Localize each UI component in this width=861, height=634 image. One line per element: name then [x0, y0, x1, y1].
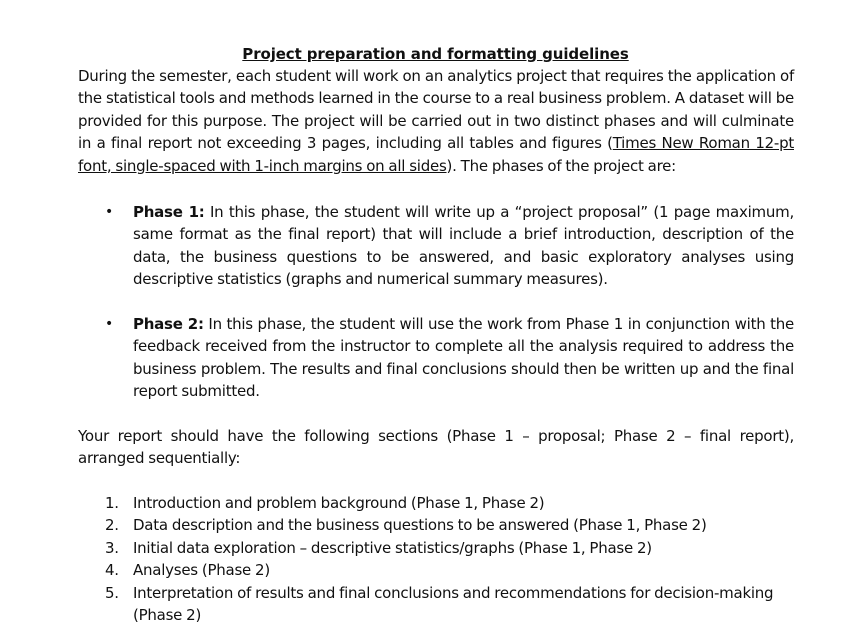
phase-label: Phase 2:	[133, 315, 204, 334]
section-item	[78, 582, 794, 627]
section-text: Analyses (Phase 2)	[133, 561, 270, 580]
document-title: Project preparation and formatting guidelines	[242, 45, 629, 63]
section-number: 5.	[105, 583, 119, 602]
section-text: Data description and the business questions to be answered (Phase 1, Phase 2)	[133, 516, 707, 535]
sections-intro: Your report should have the following sections (Phase 1 – proposal; Phase 2 – final report), arranged sequentially:	[78, 427, 794, 468]
sections-list	[78, 492, 794, 626]
phase-text: In this phase, the student will write up a “project proposal” (1 page maximum, same format as the final report) that will include a brief introduction, description of the data, the business questions to be answered, and basic exploratory analyses using descriptive statistics (graphs and numerical summary measures).	[133, 203, 795, 289]
section-item	[78, 537, 794, 559]
phase-item	[78, 313, 794, 403]
section-item	[78, 559, 794, 581]
section-item	[78, 514, 794, 536]
intro-paragraph	[78, 65, 794, 177]
bullet-icon: •	[105, 316, 114, 333]
section-text: Introduction and problem background (Phase 1, Phase 2)	[133, 494, 545, 512]
phase-item	[78, 201, 794, 291]
section-number: 3.	[105, 538, 119, 557]
section-number: 2.	[105, 516, 119, 535]
section-text: Interpretation of results and final conclusions and recommendations for decision-making (Phase 2)	[133, 583, 774, 625]
formatting-requirements: Times New Roman 12-pt font, single-spaced with 1-inch margins on all sides	[78, 134, 794, 175]
phase-list	[78, 201, 794, 403]
phase-label: Phase 1:	[133, 203, 205, 221]
section-number: 4.	[105, 561, 119, 580]
intro-text-before: During the semester, each student will work on an analytics project that requires the application of the statistical tools and methods learned in the course to a real business problem. A dataset will be provided for this purpose. The project will be carried out in two distinct phases and will culminate in a final report not exceeding 3 pages, including all tables and figures (	[78, 67, 794, 153]
phase-text: In this phase, the student will use the work from Phase 1 in conjunction with the feedback received from the instructor to complete all the analysis required to address the business problem. The results and final conclusions should then be written up and the final report submitted.	[133, 315, 794, 401]
section-text: Initial data exploration – descriptive statistics/graphs (Phase 1, Phase 2)	[133, 538, 652, 557]
intro-text-after: ). The phases of the project are:	[446, 156, 676, 175]
section-number: 1.	[105, 494, 119, 512]
bullet-icon: •	[105, 204, 114, 220]
section-item	[78, 492, 794, 514]
